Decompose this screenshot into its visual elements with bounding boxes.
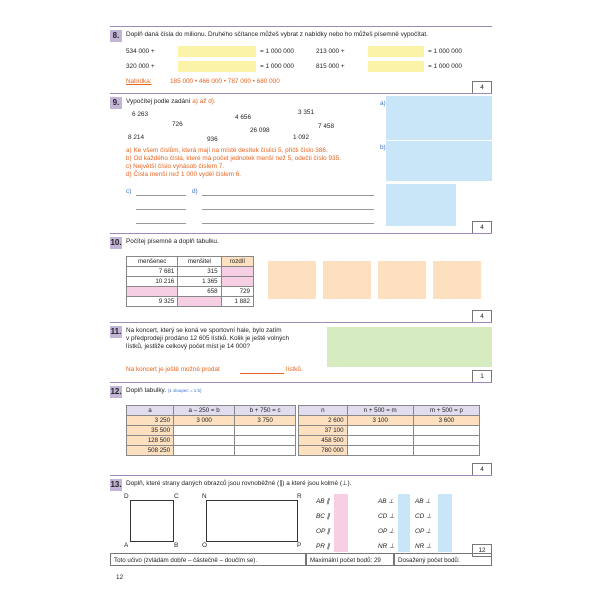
vertex-label: A xyxy=(124,542,129,549)
task-c: c) Největší číslo vynásob číslem 7. xyxy=(126,163,225,170)
cell: 1 882 xyxy=(221,297,253,307)
answer-line[interactable] xyxy=(136,223,186,224)
cell: 458 500 xyxy=(299,436,348,446)
sum: = 1 000 000 xyxy=(428,63,462,70)
work-area[interactable] xyxy=(268,261,316,299)
input-cell[interactable] xyxy=(235,436,296,446)
number-item: 8 214 xyxy=(128,134,144,141)
instruction: Počítej písemně a doplň tabulku. xyxy=(126,238,219,245)
section-13 xyxy=(110,475,492,554)
sum: = 1 000 000 xyxy=(260,63,294,70)
perpendicular-prompt: NR ⊥ xyxy=(415,543,432,550)
answer-box[interactable] xyxy=(368,61,424,72)
label-d: d) xyxy=(192,188,198,195)
section-11 xyxy=(110,322,492,382)
input-cell[interactable] xyxy=(174,446,235,456)
header-cell: m + 500 = p xyxy=(413,406,479,416)
perpendicular-prompt: OP ⊥ xyxy=(415,528,432,535)
instruction: Doplň daná čísla do milionu. Druhého sčítance můžeš vybrat z nabídky nebo ho můžeš písemně vypočítat. xyxy=(126,31,428,38)
cell: 128 500 xyxy=(127,436,174,446)
input-cell[interactable] xyxy=(127,287,178,297)
table-abc xyxy=(126,405,296,456)
label-b: b) xyxy=(380,144,386,151)
addend: 815 000 + xyxy=(316,63,345,70)
instruction-range: a) až d). xyxy=(192,98,216,105)
perpendicular-answer-column[interactable] xyxy=(438,494,452,552)
answer-line[interactable] xyxy=(202,195,374,196)
section-number: 8. xyxy=(110,30,122,42)
cell: 1 365 xyxy=(178,277,221,287)
cell: 9 325 xyxy=(127,297,178,307)
achieved-points[interactable]: Dosažený počet bodů: xyxy=(394,553,492,566)
parallel-prompt: OP ∥ xyxy=(316,528,330,535)
section-number: 11. xyxy=(110,327,122,336)
header-cell: a – 250 = b xyxy=(174,406,235,416)
points-box: 4 xyxy=(472,221,492,234)
task-a: a) Ke všem číslům, která mají na místě desítek číslici 5, přičti číslo 386. xyxy=(126,147,328,154)
number-item: 936 xyxy=(207,136,218,143)
cell: 37 100 xyxy=(299,426,348,436)
input-cell[interactable] xyxy=(413,436,479,446)
perpendicular-prompt: CD ⊥ xyxy=(378,513,395,520)
addend: 534 000 + xyxy=(126,48,155,55)
number-item: 4 656 xyxy=(235,114,251,121)
header-cell: n + 500 = m xyxy=(347,406,413,416)
input-cell[interactable] xyxy=(235,446,296,456)
number-item: 726 xyxy=(172,121,183,128)
problem-line: lístků, jestliže celkový počet míst je 14 000? xyxy=(126,343,250,350)
page-number: 12 xyxy=(116,574,124,581)
sum: = 1 000 000 xyxy=(428,48,462,55)
section-9 xyxy=(110,93,492,233)
table-nmp xyxy=(298,405,480,456)
cell: 3 250 xyxy=(127,416,174,426)
input-cell[interactable] xyxy=(347,446,413,456)
vertex-label: B xyxy=(174,542,179,549)
answer-area-a[interactable] xyxy=(386,96,492,140)
perpendicular-prompt: OP ⊥ xyxy=(378,528,395,535)
header-cell: menšenec xyxy=(127,257,178,267)
input-cell[interactable] xyxy=(178,297,221,307)
vertex-label: P xyxy=(297,542,302,549)
answer-text: lístků. xyxy=(286,366,303,373)
answer-box[interactable] xyxy=(178,61,256,72)
cell: 7 681 xyxy=(127,267,178,277)
answer-area-b[interactable] xyxy=(386,141,492,181)
difference-table xyxy=(126,256,254,307)
answer-text: Na koncert je ještě možné prodat xyxy=(126,366,220,373)
answer-box[interactable] xyxy=(178,46,256,57)
vertex-label: N xyxy=(202,493,207,500)
cell: 780 000 xyxy=(299,446,348,456)
number-item: 7 458 xyxy=(318,123,334,130)
answer-line[interactable] xyxy=(136,209,186,210)
input-cell[interactable] xyxy=(174,426,235,436)
work-area[interactable] xyxy=(327,327,492,367)
input-cell[interactable] xyxy=(221,267,253,277)
header-cell: n xyxy=(299,406,348,416)
answer-line[interactable] xyxy=(240,373,284,374)
work-area[interactable] xyxy=(323,261,371,299)
perpendicular-prompt: CD ⊥ xyxy=(415,513,432,520)
square-shape xyxy=(130,500,174,542)
instruction-text: Doplň tabulky. xyxy=(126,387,167,394)
instruction xyxy=(126,98,216,107)
number-item: 1 092 xyxy=(293,134,309,141)
addend: 213 000 + xyxy=(316,48,345,55)
vertex-label: R xyxy=(297,493,302,500)
task-d: d) Čísla menší než 1 000 vyděl číslem 6. xyxy=(126,171,242,178)
cell: 3 750 xyxy=(235,416,296,426)
max-points: Maximální počet bodů: 29 xyxy=(306,553,394,566)
number-item: 26 098 xyxy=(250,127,270,134)
vertex-label: D xyxy=(124,493,129,500)
instruction: Doplň, které strany daných obrazců jsou rovnoběžné (∥) a které jsou kolmé (⊥). xyxy=(126,480,352,487)
vertex-label: O xyxy=(202,542,207,549)
parallel-answer-column[interactable] xyxy=(334,494,348,552)
label-c: c) xyxy=(126,188,132,195)
work-area[interactable] xyxy=(378,261,426,299)
header-cell: menšitel xyxy=(178,257,221,267)
input-cell[interactable] xyxy=(347,426,413,436)
task-b: b) Od každého čísla, které má počet jednotek menší než 5, odečti číslo 935. xyxy=(126,155,341,162)
header-cell: rozdíl xyxy=(221,257,253,267)
input-cell[interactable] xyxy=(413,426,479,436)
cell: 2 600 xyxy=(299,416,348,426)
problem-line: Na koncert, který se koná ve sportovní hale, bylo zatím xyxy=(126,327,282,334)
parallel-prompt: AB ∥ xyxy=(316,498,330,505)
perpendicular-prompt: AB ⊥ xyxy=(415,498,431,505)
offer-label: Nabídka: xyxy=(126,78,152,85)
input-cell[interactable] xyxy=(221,277,253,287)
label-a: a) xyxy=(380,100,386,107)
header-cell: b + 750 = c xyxy=(235,406,296,416)
sum: = 1 000 000 xyxy=(260,48,294,55)
self-evaluation[interactable]: Toto učivo (zvládám dobře – částečně – doučím se). xyxy=(110,553,306,566)
answer-line[interactable] xyxy=(202,223,374,224)
answer-line[interactable] xyxy=(202,209,374,210)
cell: 508 250 xyxy=(127,446,174,456)
cell: 3 600 xyxy=(413,416,479,426)
perpendicular-prompt: NR ⊥ xyxy=(378,543,395,550)
section-number: 10. xyxy=(110,238,122,247)
offer-values: 185 000 • 466 000 • 787 000 • 680 000 xyxy=(170,78,280,85)
points-box: 1 xyxy=(472,370,492,383)
points-box: 4 xyxy=(472,310,492,323)
cell: 315 xyxy=(178,267,221,277)
parallel-prompt: PR ∥ xyxy=(316,543,330,550)
input-cell[interactable] xyxy=(347,436,413,446)
instruction-text: Vypočítej podle zadání xyxy=(126,98,191,105)
answer-box[interactable] xyxy=(368,46,424,57)
number-item: 3 351 xyxy=(298,109,314,116)
parallel-prompt: BC ∥ xyxy=(316,513,330,520)
points-box: 4 xyxy=(472,463,492,476)
input-cell[interactable] xyxy=(235,426,296,436)
problem-line: v předprodeji prodáno 12 605 lístků. Kolik je ještě volných xyxy=(126,335,290,342)
points-box: 12 xyxy=(472,544,492,557)
addend: 320 000 + xyxy=(126,63,155,70)
answer-line[interactable] xyxy=(136,195,186,196)
section-number: 12. xyxy=(110,387,122,396)
header-cell: a xyxy=(127,406,174,416)
input-cell[interactable] xyxy=(413,446,479,456)
section-10 xyxy=(110,233,492,322)
perpendicular-prompt: AB ⊥ xyxy=(378,498,394,505)
points-box: 4 xyxy=(472,81,492,94)
section-12 xyxy=(110,382,492,475)
input-cell[interactable] xyxy=(174,436,235,446)
cell: 35 500 xyxy=(127,426,174,436)
section-number: 13. xyxy=(110,480,122,489)
cell: 658 xyxy=(178,287,221,297)
instruction xyxy=(126,387,201,396)
answer-area-cd[interactable] xyxy=(386,184,456,226)
rectangle-shape xyxy=(206,500,298,542)
perpendicular-answer-column[interactable] xyxy=(398,494,410,552)
section-number: 9. xyxy=(110,97,122,109)
instruction-note: (1 sloupec = 1 b) xyxy=(167,388,202,393)
cell: 3 100 xyxy=(347,416,413,426)
number-item: 6 263 xyxy=(132,111,148,118)
cell: 10 216 xyxy=(127,277,178,287)
cell: 729 xyxy=(221,287,253,297)
work-area[interactable] xyxy=(433,261,481,299)
section-8 xyxy=(110,26,492,93)
cell: 3 000 xyxy=(174,416,235,426)
vertex-label: C xyxy=(174,493,179,500)
